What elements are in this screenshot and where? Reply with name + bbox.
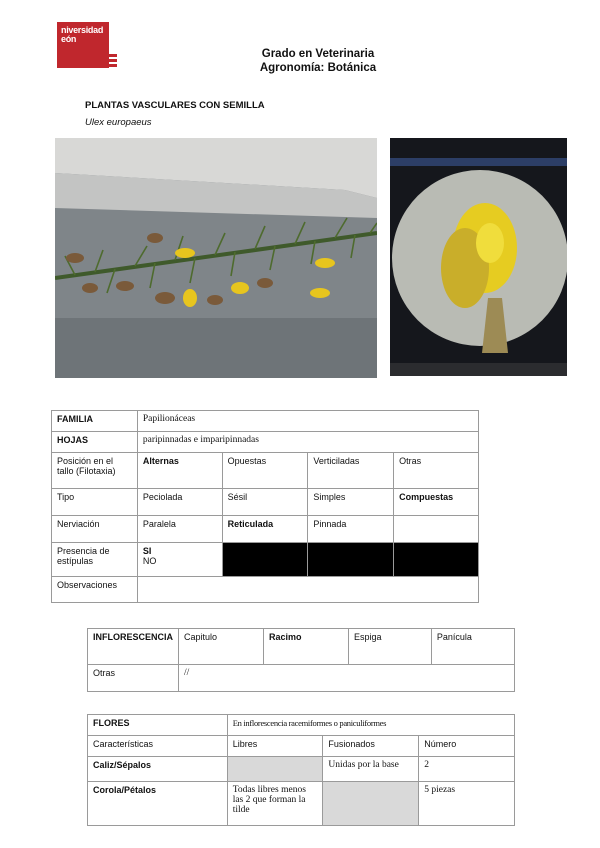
page-header [248, 47, 388, 75]
estip-no: NO [142, 556, 157, 566]
nerv-empty-cell [394, 516, 479, 543]
posicion-opt-otras: Otras [394, 453, 479, 489]
posicion-label: Posición en el tallo (Filotaxia) [52, 453, 138, 489]
familia-value: Papilionáceas [137, 411, 478, 432]
tipo-opt-compuestas: Compuestas [394, 489, 479, 516]
tipo-opt-sesil: Sésil [222, 489, 308, 516]
posicion-opt-opuestas: Opuestas [222, 453, 308, 489]
flower-illustration [390, 138, 567, 376]
estip-label: Presencia de estípulas [52, 543, 138, 577]
logo-text-2: eón [61, 34, 77, 44]
inflorescencia-label: INFLORESCENCIA [88, 629, 179, 665]
plant-stem-illustration [55, 138, 377, 378]
corola-numero: 5 piezas [419, 782, 515, 826]
caliz-numero: 2 [419, 757, 515, 782]
species-name: Ulex europaeus [85, 117, 152, 128]
flower-microscope-photo [390, 138, 567, 376]
infl-otras-value: // [179, 665, 515, 692]
tipo-label: Tipo [52, 489, 138, 516]
nerv-opt-pinnada: Pinnada [308, 516, 394, 543]
corola-libres: Todas libres menos las 2 que forman la tilde [227, 782, 323, 826]
nerv-label: Nerviación [52, 516, 138, 543]
plant-stem-photo [55, 138, 377, 378]
header-libres: Libres [227, 736, 323, 757]
infl-opt-racimo: Racimo [264, 629, 349, 665]
flores-value: En inflorescencia racemiformes o paniculiformes [227, 715, 514, 736]
infl-opt-espiga: Espiga [348, 629, 431, 665]
leaves-table [51, 410, 479, 603]
logo-text-1: niversidad [61, 25, 104, 35]
header-caracteristicas: Características [88, 736, 228, 757]
header-fusionados: Fusionados [323, 736, 419, 757]
corola-fusionados [323, 782, 419, 826]
obs-label: Observaciones [52, 577, 138, 603]
hojas-label: HOJAS [52, 432, 138, 453]
infl-opt-capitulo: Capitulo [179, 629, 264, 665]
flores-label: FLORES [88, 715, 228, 736]
familia-label: FAMILIA [52, 411, 138, 432]
tipo-opt-peciolada: Peciolada [137, 489, 222, 516]
nerv-opt-reticulada: Reticulada [222, 516, 308, 543]
blacked-cell-1 [222, 543, 308, 577]
blacked-cell-3 [394, 543, 479, 577]
tipo-opt-simples: Simples [308, 489, 394, 516]
posicion-opt-alternas: Alternas [137, 453, 222, 489]
caliz-libres [227, 757, 323, 782]
university-logo [57, 22, 117, 70]
inflorescence-table [87, 628, 515, 692]
hojas-value: paripinnadas e imparipinnadas [137, 432, 478, 453]
degree-title: Grado en Veterinaria [261, 48, 375, 60]
infl-otras-label: Otras [88, 665, 179, 692]
header-numero: Número [419, 736, 515, 757]
course-title: Agronomía: Botánica [259, 62, 377, 74]
section-title: PLANTAS VASCULARES CON SEMILLA [85, 100, 265, 111]
estip-options [137, 543, 222, 577]
flowers-table [87, 714, 515, 826]
infl-opt-panicula: Panícula [431, 629, 514, 665]
blacked-cell-2 [308, 543, 394, 577]
obs-value [137, 577, 478, 603]
corola-label: Corola/Pétalos [88, 782, 228, 826]
posicion-opt-verticiladas: Verticiladas [308, 453, 394, 489]
estip-si: SI [142, 546, 152, 556]
nerv-opt-paralela: Paralela [137, 516, 222, 543]
caliz-label: Caliz/Sépalos [88, 757, 228, 782]
caliz-fusionados: Unidas por la base [323, 757, 419, 782]
